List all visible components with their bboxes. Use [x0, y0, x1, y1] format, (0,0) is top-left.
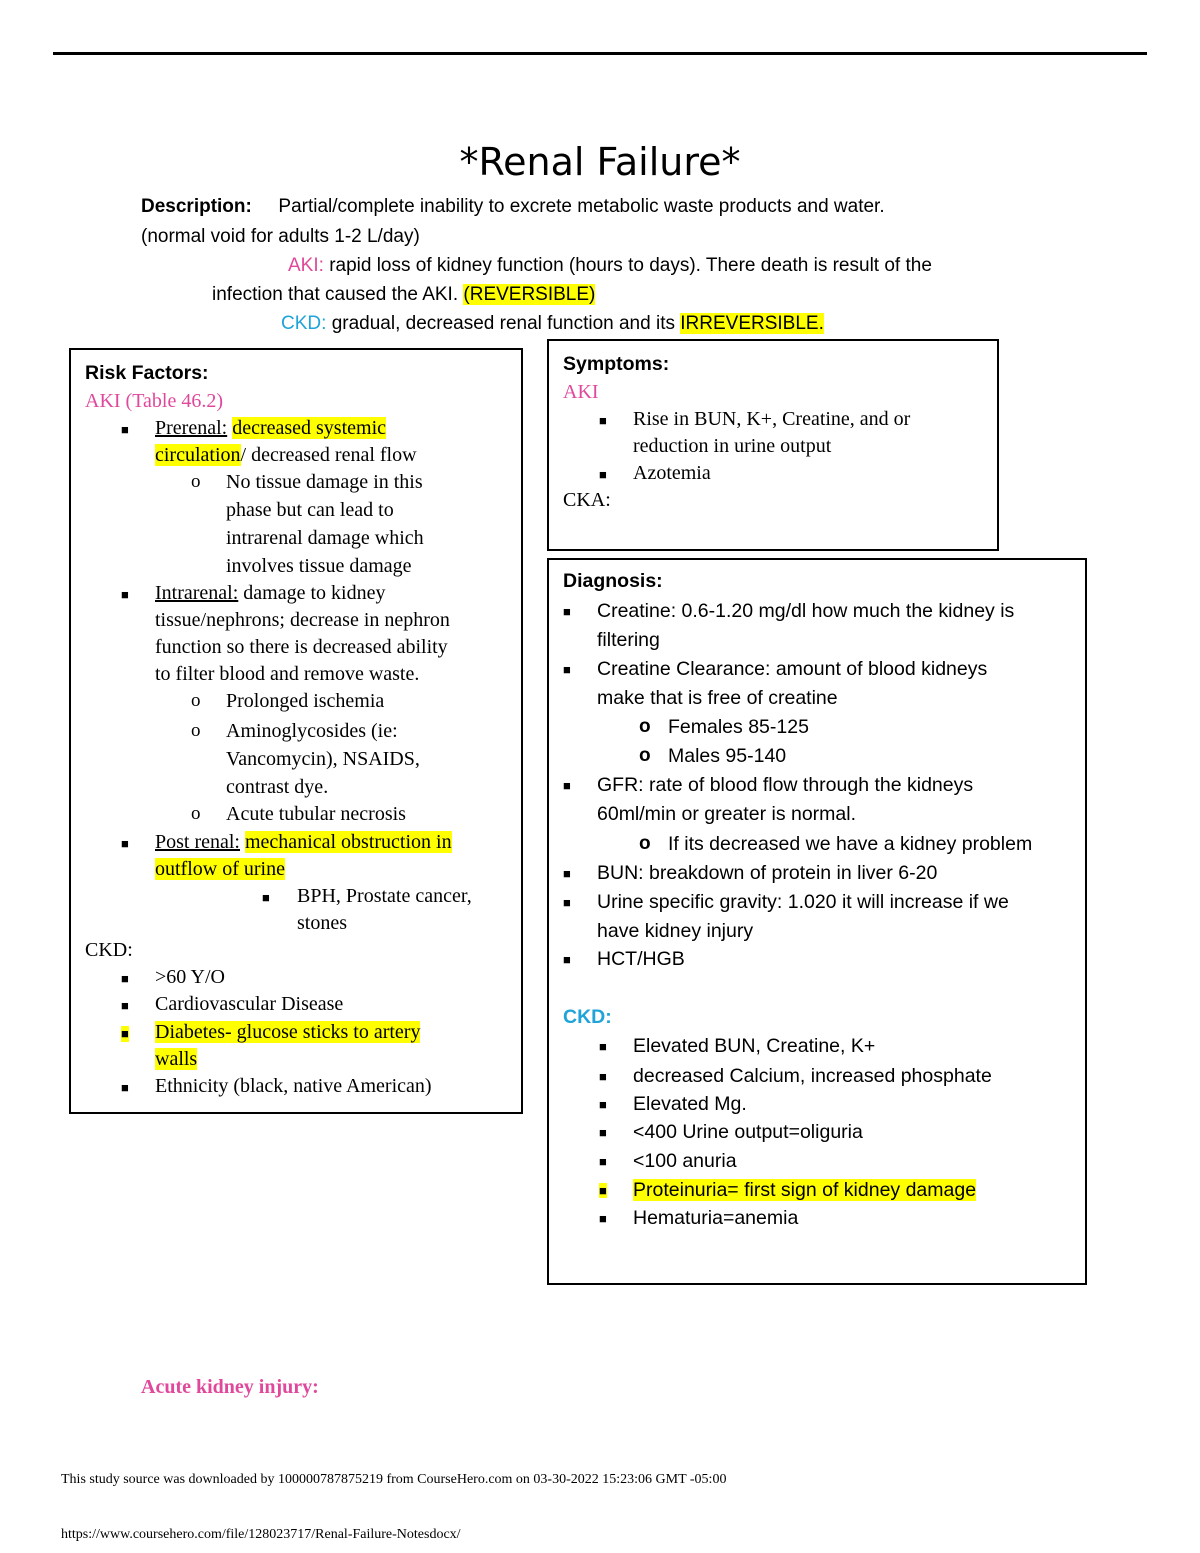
circle-bullet-icon: o — [639, 833, 651, 854]
footer-download-note: This study source was downloaded by 100000787875219 from CourseHero.com on 03-30-2022 15:23:06 GMT -05:00 — [61, 1472, 727, 1487]
prerenal-line-2 — [155, 444, 417, 467]
square-bullet-icon: ■ — [121, 998, 129, 1013]
prerenal-sub-4: involves tissue damage — [226, 555, 412, 577]
intrarenal-sub-2c: contrast dye. — [226, 776, 329, 798]
intrarenal-sub-2a: Aminoglycosides (ie: — [226, 720, 398, 742]
risk-ckd-label: CKD: — [85, 939, 133, 961]
square-bullet-icon: ■ — [563, 604, 571, 619]
prerenal-sub-3: intrarenal damage which — [226, 527, 424, 549]
symptoms-cka-label: CKA: — [563, 489, 611, 511]
diag-ckd-4: <400 Urine output=oliguria — [633, 1121, 863, 1143]
irreversible-label: IRREVERSIBLE. — [680, 313, 824, 334]
diagnosis-box — [547, 558, 1087, 1285]
square-bullet-icon: ■ — [563, 778, 571, 793]
square-bullet-icon: ■ — [563, 895, 571, 910]
risk-ckd-item-3b — [155, 1048, 197, 1071]
top-rule — [53, 52, 1147, 55]
diag-females: Females 85-125 — [668, 716, 809, 738]
ckd-label: CKD: — [281, 313, 327, 334]
square-bullet-icon: ■ — [563, 866, 571, 881]
diag-ckd-1: Elevated BUN, Creatine, K+ — [633, 1035, 876, 1057]
footer-url[interactable]: https://www.coursehero.com/file/128023717/Renal-Failure-Notesdocx/ — [61, 1527, 461, 1542]
intrarenal-sub-2b: Vancomycin), NSAIDS, — [226, 748, 420, 770]
proteinuria-highlight: Proteinuria= first sign of kidney damage — [633, 1179, 977, 1201]
diag-ckd-5: <100 anuria — [633, 1150, 737, 1172]
diabetes-highlight-1: Diabetes- glucose sticks to artery — [155, 1021, 421, 1043]
square-bullet-icon: ■ — [121, 422, 129, 437]
page-title: *Renal Failure* — [459, 140, 741, 184]
postrenal-line-1 — [155, 831, 452, 854]
symptom-item-2: Azotemia — [633, 462, 711, 484]
ckd-definition — [281, 313, 824, 335]
square-bullet-icon: ■ — [599, 1125, 607, 1140]
square-bullet-icon: ■ — [121, 1026, 129, 1041]
diag-ckd-label: CKD: — [563, 1006, 612, 1028]
diag-ckd-3: Elevated Mg. — [633, 1093, 747, 1115]
prerenal-line-1 — [155, 417, 386, 440]
circle-bullet-icon: o — [639, 745, 651, 766]
square-bullet-icon: ■ — [563, 662, 571, 677]
circle-bullet-icon: o — [191, 803, 201, 824]
square-bullet-icon: ■ — [599, 1183, 607, 1198]
symptom-item-1: Rise in BUN, K+, Creatine, and or — [633, 408, 911, 430]
intrarenal-sub-3: Acute tubular necrosis — [226, 803, 406, 825]
diag-creatine-2: filtering — [597, 629, 660, 651]
square-bullet-icon: ■ — [121, 971, 129, 986]
postrenal-label: Post renal: — [155, 831, 240, 853]
square-bullet-icon: ■ — [599, 1211, 607, 1226]
circle-bullet-icon: o — [191, 471, 201, 492]
risk-ckd-item-3 — [155, 1021, 420, 1044]
postrenal-highlight-2: outflow of urine — [155, 858, 285, 880]
intrarenal-line-4: to filter blood and remove waste. — [155, 663, 420, 685]
diag-clearance: Creatine Clearance: amount of blood kidneys — [597, 658, 988, 680]
ckd-text: gradual, decreased renal function and its — [331, 313, 675, 334]
diag-ckd-6 — [633, 1179, 976, 1202]
diag-gfr-2: 60ml/min or greater is normal. — [597, 803, 857, 825]
diag-urine-gravity-2: have kidney injury — [597, 920, 754, 942]
square-bullet-icon: ■ — [599, 467, 607, 482]
circle-bullet-icon: o — [191, 690, 201, 711]
risk-ckd-item-1: >60 Y/O — [155, 966, 225, 988]
risk-factors-box — [69, 348, 523, 1114]
circle-bullet-icon: o — [191, 720, 201, 741]
postrenal-line-2 — [155, 858, 285, 881]
square-bullet-icon: ■ — [262, 890, 270, 905]
aki-definition — [288, 255, 932, 277]
description-line-1 — [141, 196, 885, 218]
symptoms-heading: Symptoms: — [563, 353, 670, 375]
risk-factors-heading: Risk Factors: — [85, 362, 209, 384]
square-bullet-icon: ■ — [599, 1097, 607, 1112]
diagnosis-heading: Diagnosis: — [563, 570, 663, 592]
diag-males: Males 95-140 — [668, 745, 787, 767]
square-bullet-icon: ■ — [121, 836, 129, 851]
intrarenal-sub-1: Prolonged ischemia — [226, 690, 385, 712]
prerenal-label: Prerenal: — [155, 417, 228, 439]
aki-text-2: infection that caused the AKI. — [212, 284, 459, 305]
diag-creatine: Creatine: 0.6-1.20 mg/dl how much the kidney is — [597, 600, 1015, 622]
aki-definition-2 — [212, 284, 595, 306]
square-bullet-icon: ■ — [599, 413, 607, 428]
diag-gfr-sub: If its decreased we have a kidney problem — [668, 833, 1033, 855]
aki-text: rapid loss of kidney function (hours to days). There death is result of the — [329, 255, 932, 276]
prerenal-highlight-2: circulation — [155, 444, 241, 466]
square-bullet-icon: ■ — [599, 1039, 607, 1054]
square-bullet-icon: ■ — [563, 952, 571, 967]
risk-ckd-item-4: Ethnicity (black, native American) — [155, 1075, 432, 1097]
diag-ckd-2: decreased Calcium, increased phosphate — [633, 1065, 992, 1087]
square-bullet-icon: ■ — [121, 587, 129, 602]
intrarenal-label: Intrarenal: — [155, 582, 239, 604]
prerenal-sub-2: phase but can lead to — [226, 499, 394, 521]
description-text: Partial/complete inability to excrete metabolic waste products and water. — [278, 196, 885, 217]
circle-bullet-icon: o — [639, 716, 651, 737]
postrenal-highlight-1: mechanical obstruction in — [245, 831, 452, 853]
description-label: Description: — [141, 196, 252, 217]
diag-hct: HCT/HGB — [597, 948, 685, 970]
square-bullet-icon: ■ — [121, 1080, 129, 1095]
risk-ckd-item-2: Cardiovascular Disease — [155, 993, 344, 1015]
reversible-label: (REVERSIBLE) — [463, 284, 596, 305]
intrarenal-line-1 — [155, 582, 385, 605]
diabetes-highlight-2: walls — [155, 1048, 198, 1070]
postrenal-sub-1: BPH, Prostate cancer, — [297, 885, 472, 907]
prerenal-sub-1: No tissue damage in this — [226, 471, 423, 493]
postrenal-sub-2: stones — [297, 912, 347, 934]
diag-gfr: GFR: rate of blood flow through the kidneys — [597, 774, 974, 796]
diag-ckd-7: Hematuria=anemia — [633, 1207, 799, 1229]
diag-clearance-2: make that is free of creatine — [597, 687, 838, 709]
diag-bun: BUN: breakdown of protein in liver 6-20 — [597, 862, 938, 884]
aki-label: AKI: — [288, 255, 324, 276]
symptom-item-1b: reduction in urine output — [633, 435, 832, 457]
square-bullet-icon: ■ — [599, 1069, 607, 1084]
acute-kidney-injury-heading: Acute kidney injury: — [141, 1376, 319, 1398]
prerenal-highlight-1: decreased systemic — [232, 417, 387, 439]
symptoms-box — [547, 339, 999, 551]
prerenal-rest: / decreased renal flow — [240, 444, 417, 466]
risk-aki-label: AKI (Table 46.2) — [85, 390, 223, 412]
intrarenal-line-3: function so there is decreased ability — [155, 636, 448, 658]
description-line-2: (normal void for adults 1-2 L/day) — [141, 226, 420, 247]
intrarenal-line-2: tissue/nephrons; decrease in nephron — [155, 609, 450, 631]
diag-urine-gravity: Urine specific gravity: 1.020 it will increase if we — [597, 891, 1009, 913]
square-bullet-icon: ■ — [599, 1154, 607, 1169]
intrarenal-text: damage to kidney — [243, 582, 386, 604]
symptoms-aki-label: AKI — [563, 381, 599, 403]
